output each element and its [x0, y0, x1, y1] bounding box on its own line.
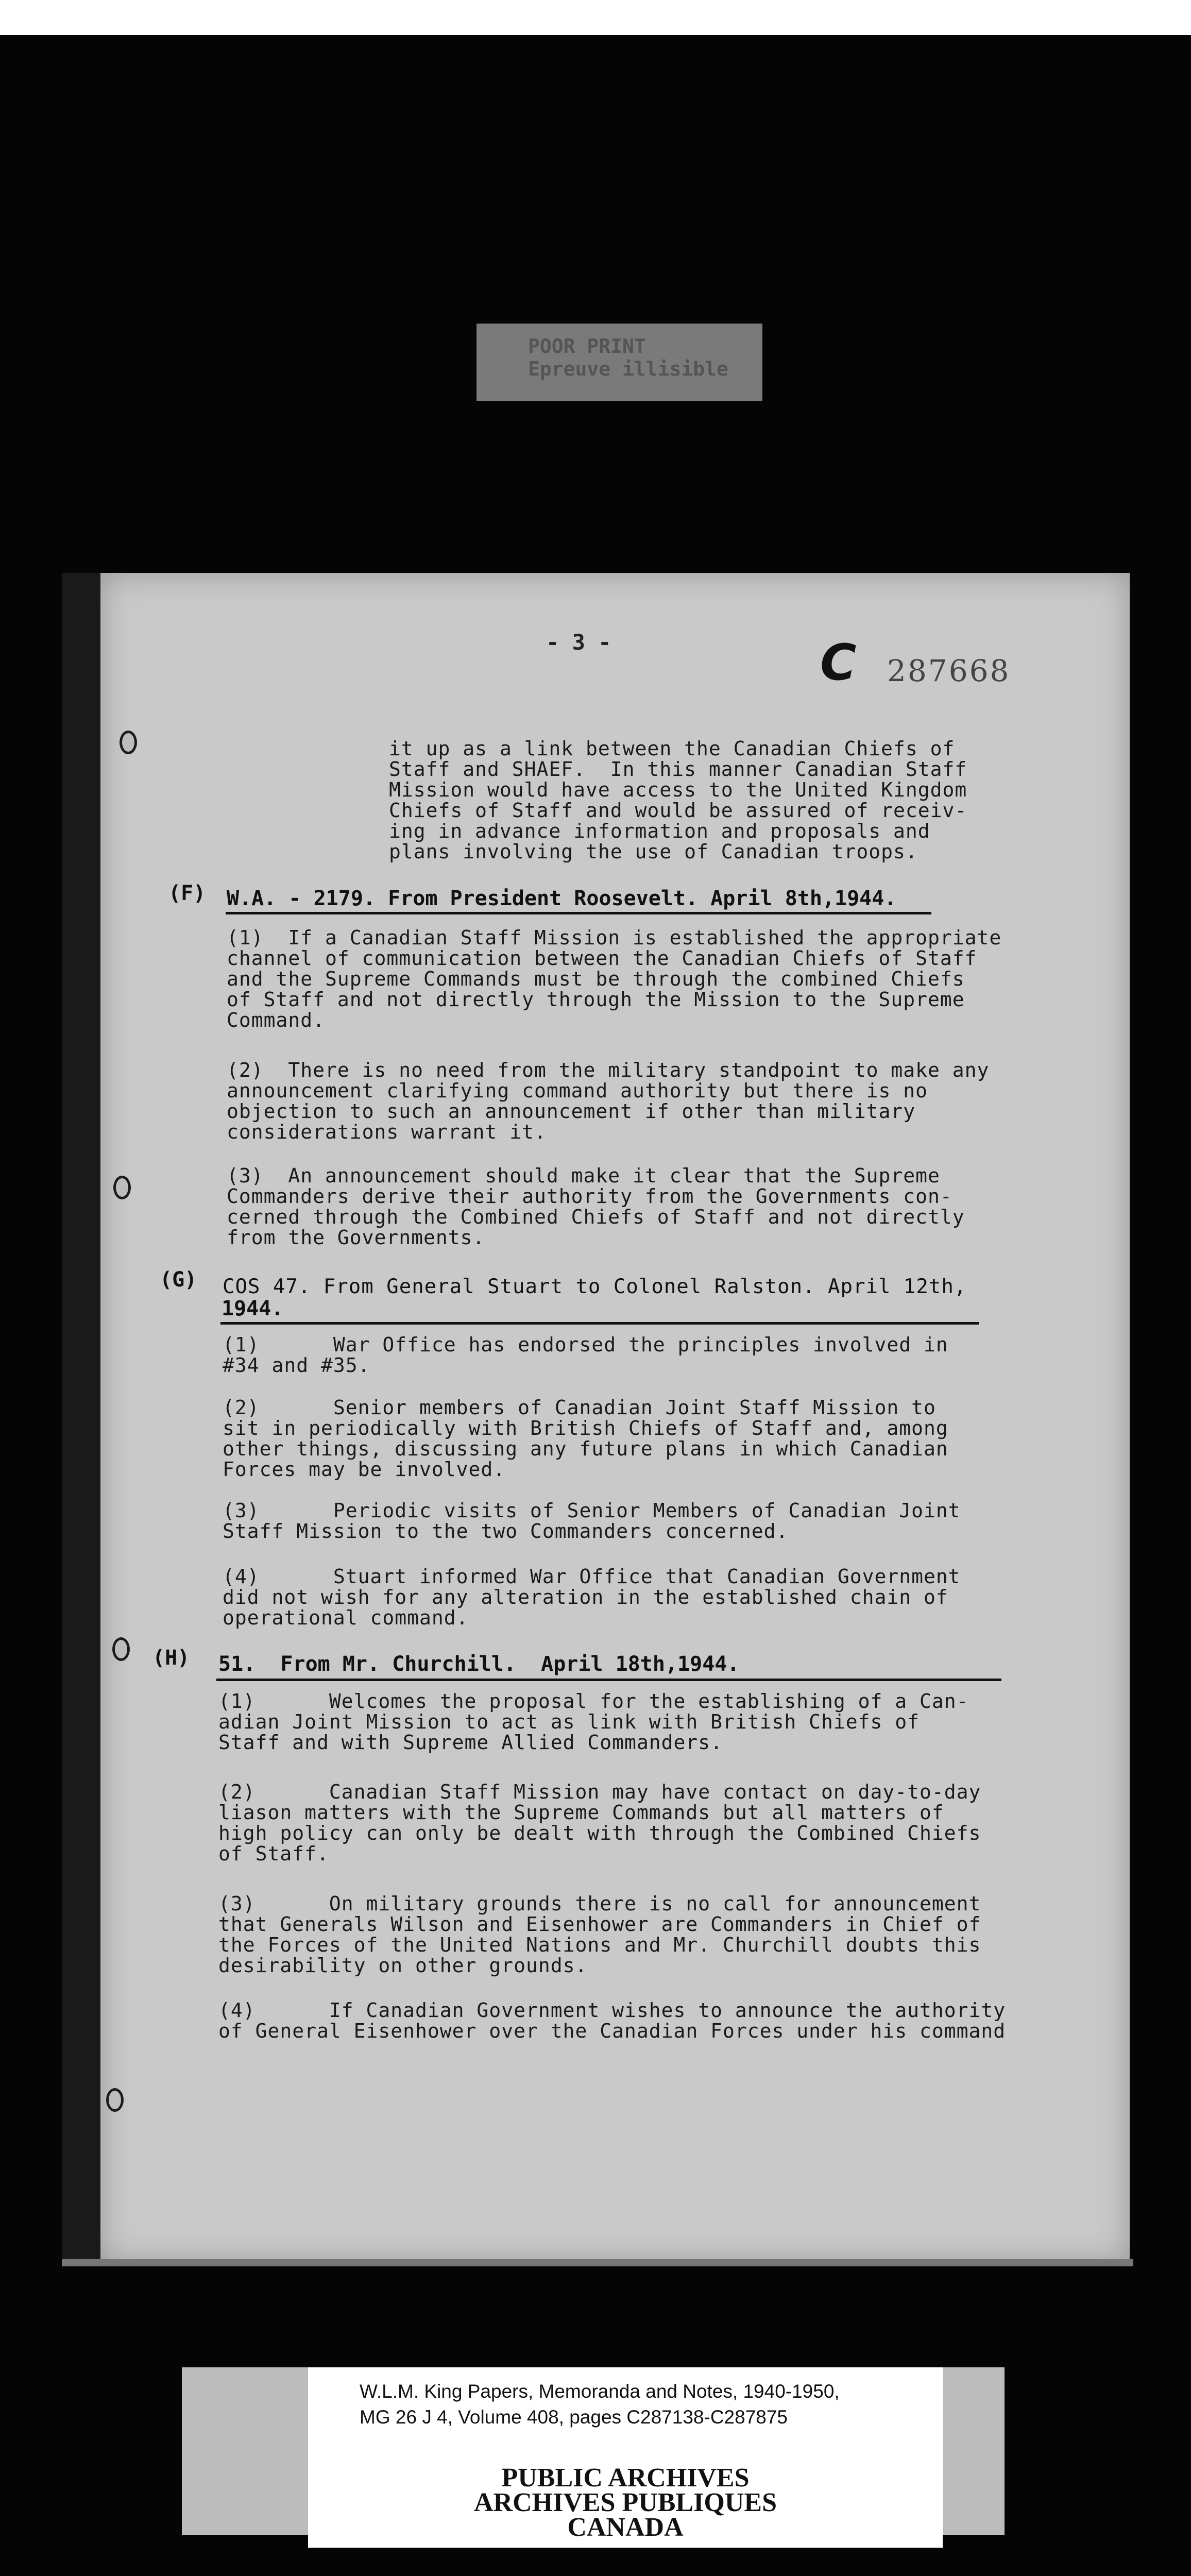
stamp-line-2: Epreuve illisible	[528, 358, 728, 380]
archive-name-en: PUBLIC ARCHIVES	[501, 2463, 750, 2493]
text-line: that Generals Wilson and Eisenhower are Commanders in Chief of	[218, 1913, 981, 1936]
text-line: Mission would have access to the United Kingdom	[389, 778, 967, 801]
text-line: Forces may be involved.	[223, 1458, 506, 1481]
text-line: (1) Welcomes the proposal for the establishing of a Can-	[218, 1690, 969, 1713]
text-line: cerned through the Combined Chiefs of Staff and not directly	[227, 1206, 965, 1228]
text-line: Staff and SHAEF. In this manner Canadian Staff	[389, 758, 967, 781]
section-letter: (F)	[168, 882, 206, 905]
text-line: adian Joint Mission to act as link with British Chiefs of	[218, 1710, 920, 1733]
archive-label	[308, 2367, 943, 2548]
punch-hole-4	[106, 2088, 124, 2112]
punch-hole-3	[112, 1637, 130, 1661]
text-line: of Staff and not directly through the Mission to the Supreme	[227, 988, 965, 1011]
text-line: Staff and with Supreme Allied Commanders.	[218, 1731, 723, 1754]
poor-print-stamp	[477, 324, 762, 401]
page-number: - 3 -	[546, 630, 611, 655]
archive-name-fr: ARCHIVES PUBLIQUES	[473, 2488, 777, 2517]
punch-hole-1	[120, 731, 137, 754]
text-line: ing in advance information and proposals and	[389, 820, 930, 842]
text-line: the Forces of the United Nations and Mr. Churchill doubts this	[218, 1934, 981, 1956]
text-line: (4) Stuart informed War Office that Canadian Government	[223, 1565, 961, 1588]
document-prefix: C	[820, 634, 857, 691]
text-line: Chiefs of Staff and would be assured of receiv-	[389, 799, 967, 822]
text-line: and the Supreme Commands must be through the combined Chiefs	[227, 968, 965, 990]
text-line: high policy can only be dealt with through the Combined Chiefs	[218, 1822, 981, 1844]
paper-bottom-edge	[62, 2259, 1133, 2266]
heading-underline	[226, 912, 931, 914]
text-line: of General Eisenhower over the Canadian Forces under his command	[218, 2020, 1006, 2042]
text-line: Commanders derive their authority from the Governments con-	[227, 1185, 952, 1208]
archive-country: CANADA	[567, 2513, 684, 2542]
section-heading: 51. From Mr. Churchill. April 18th,1944.	[218, 1652, 740, 1676]
punch-hole-2	[113, 1176, 131, 1199]
text-line: Staff Mission to the two Commanders concerned.	[223, 1520, 789, 1543]
text-line: of Staff.	[218, 1842, 329, 1865]
text-line: from the Governments.	[227, 1226, 485, 1249]
section-heading: W.A. - 2179. From President Roosevelt. April 8th,1944.	[227, 887, 897, 910]
text-line: (2) There is no need from the military standpoint to make any	[227, 1059, 990, 1081]
section-heading-line-1: COS 47. From General Stuart to Colonel Ralston. April 12th,	[223, 1275, 967, 1298]
paper-stack-edge	[62, 573, 103, 2263]
section-letter: (G)	[160, 1268, 197, 1292]
heading-underline	[220, 1322, 979, 1325]
document-number: 287668	[887, 653, 1011, 688]
text-line: plans involving the use of Canadian troops.	[389, 840, 918, 863]
text-line: considerations warrant it.	[227, 1121, 547, 1143]
text-line: #34 and #35.	[223, 1354, 370, 1377]
archive-reference-line-1: W.L.M. King Papers, Memoranda and Notes, 1940-1950,	[360, 2381, 840, 2402]
text-line: sit in periodically with British Chiefs of Staff and, among	[223, 1417, 948, 1439]
text-line: other things, discussing any future plans in which Canadian	[223, 1437, 948, 1460]
top-margin-band	[0, 0, 1191, 35]
text-line: (4) If Canadian Government wishes to announce the authority	[218, 1999, 1006, 2022]
text-line: channel of communication between the Canadian Chiefs of Staff	[227, 947, 977, 970]
text-line: (3) Periodic visits of Senior Members of Canadian Joint	[223, 1499, 961, 1522]
text-line: (3) An announcement should make it clear that the Supreme	[227, 1164, 940, 1187]
text-line: Command.	[227, 1009, 326, 1031]
text-line: desirability on other grounds.	[218, 1954, 588, 1977]
text-line: (2) Canadian Staff Mission may have contact on day-to-day	[218, 1781, 981, 1803]
text-line: liason matters with the Supreme Commands but all matters of	[218, 1801, 944, 1824]
text-line: (1) War Office has endorsed the principles involved in	[223, 1333, 948, 1356]
text-line: (1) If a Canadian Staff Mission is established the appropriate	[227, 926, 1002, 949]
heading-underline	[216, 1679, 1001, 1681]
text-line: (2) Senior members of Canadian Joint Staff Mission to	[223, 1396, 936, 1419]
text-line: objection to such an announcement if other than military	[227, 1100, 916, 1123]
text-line: (3) On military grounds there is no call for announcement	[218, 1892, 981, 1915]
stamp-line-1: POOR PRINT	[528, 335, 646, 358]
text-line: did not wish for any alteration in the established chain of	[223, 1586, 948, 1608]
section-heading-line-2: 1944.	[222, 1297, 284, 1320]
text-line: operational command.	[223, 1606, 469, 1629]
section-letter: (H)	[152, 1646, 190, 1670]
archive-reference	[360, 2379, 926, 2430]
text-line: it up as a link between the Canadian Chiefs of	[389, 737, 955, 760]
archive-reference-line-2: MG 26 J 4, Volume 408, pages C287138-C287875	[360, 2406, 788, 2428]
text-line: announcement clarifying command authority but there is no	[227, 1079, 928, 1102]
